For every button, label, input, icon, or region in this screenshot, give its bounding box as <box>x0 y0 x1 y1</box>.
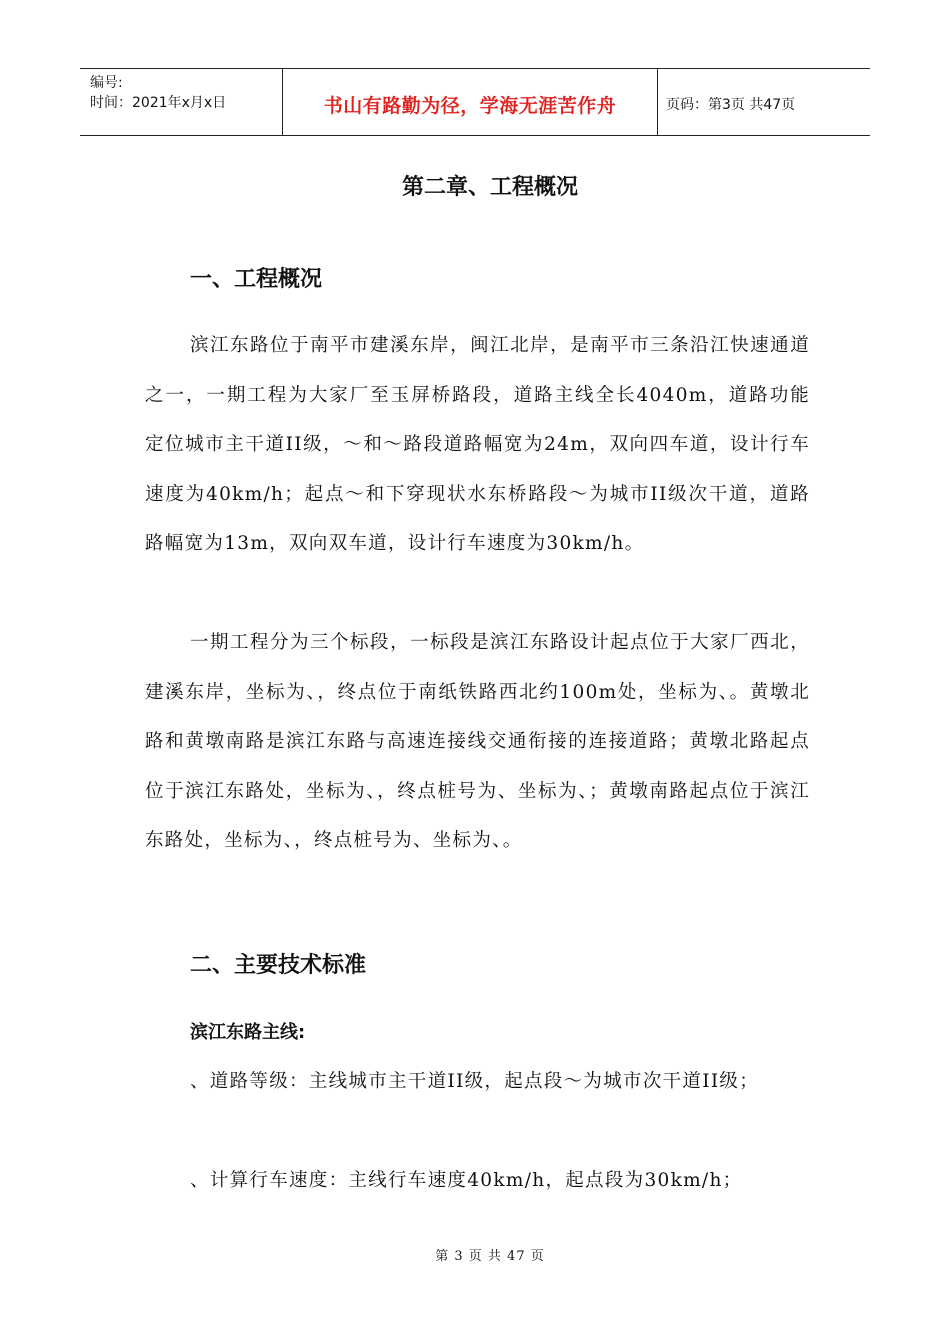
standard-item-1: 、道路等级：主线城市主干道II级，起点段～为城市次干道II级； <box>190 1071 760 1092</box>
motto: 书山有路勤为径，学海无涯苦作舟 <box>323 94 617 117</box>
page-info: 页码：第3页 共47页 <box>666 97 796 113</box>
header-left-cell <box>80 69 283 135</box>
overview-paragraph-2: 一期工程分为三个标段，一标段是滨江东路设计起点位于大家厂西北，建溪东岸，坐标为、，终点位于南纸铁路西北约100m处，坐标为、。黄墩北路和黄墩南路是滨江东路与高速连接线交通衔接的连接道路；黄墩北路起点位于滨江东路处，坐标为、，终点桩号为、坐标为、；黄墩南路起点位于滨江东路处，坐标为、，终点桩号为、坐标为、。 <box>145 632 810 851</box>
section-heading-standards: 二、主要技术标准 <box>190 953 367 978</box>
header-middle-cell <box>283 69 658 135</box>
page-footer: 第 3 页 共 47 页 <box>435 1249 545 1264</box>
header-table <box>80 68 870 136</box>
standard-item-2: 、计算行车速度：主线行车速度40km/h，起点段为30km/h； <box>190 1170 743 1191</box>
header-right-cell <box>658 69 870 135</box>
overview-paragraph-1: 滨江东路位于南平市建溪东岸，闽江北岸，是南平市三条沿江快速通道之一，一期工程为大家厂至玉屏桥路段，道路主线全长4040m，道路功能定位城市主干道II级，～和～路段道路幅宽为24m，双向四车道，设计行车速度为40km/h；起点～和下穿现状水东桥路段～为城市II级次干道，道路路幅宽为13m，双向双车道，设计行车速度为30km/h。 <box>145 335 810 554</box>
section-heading-overview: 一、工程概况 <box>190 267 323 292</box>
code-label: 编号: <box>90 75 123 91</box>
subheading-mainline: 滨江东路主线: <box>190 1022 306 1043</box>
chapter-title: 第二章、工程概况 <box>401 175 578 200</box>
time-label: 时间：2021年x月x日 <box>90 95 227 111</box>
